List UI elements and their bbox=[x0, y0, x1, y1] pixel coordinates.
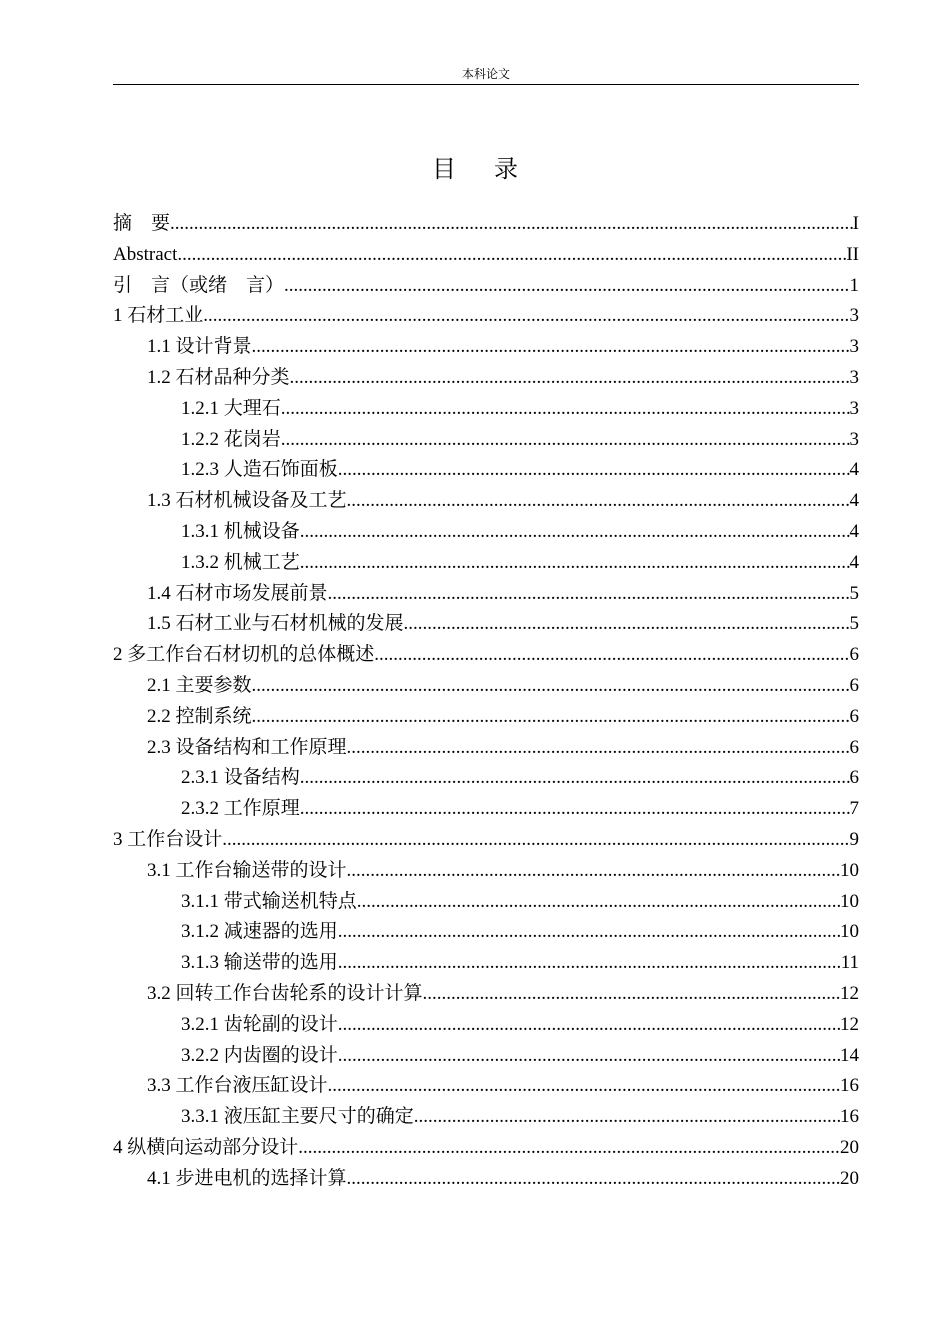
toc-entry[interactable] bbox=[113, 240, 859, 271]
toc-dot-leader bbox=[170, 209, 853, 240]
toc-entry[interactable] bbox=[113, 609, 859, 640]
table-of-contents bbox=[113, 209, 859, 1195]
toc-dot-leader bbox=[300, 763, 850, 794]
toc-dot-leader bbox=[284, 271, 849, 302]
toc-entry-label: 2.3.1 设备结构 bbox=[181, 767, 300, 789]
toc-entry-label: 2 多工作台石材切机的总体概述 bbox=[113, 644, 375, 666]
toc-entry-page-number: 6 bbox=[849, 644, 859, 666]
toc-entry-page-number: 10 bbox=[840, 890, 859, 912]
toc-entry-label: 1.3.2 机械工艺 bbox=[181, 551, 300, 573]
toc-entry-label: 2.3 设备结构和工作原理 bbox=[147, 736, 347, 758]
toc-entry-label: 3.3.1 液压缸主要尺寸的确定 bbox=[181, 1106, 414, 1128]
toc-dot-leader bbox=[300, 517, 850, 548]
toc-entry-page-number: 20 bbox=[840, 1136, 859, 1158]
toc-entry[interactable] bbox=[113, 486, 859, 517]
toc-title: 目录 bbox=[432, 155, 556, 183]
toc-entry-page-number: 3 bbox=[849, 305, 859, 327]
toc-entry[interactable] bbox=[113, 733, 859, 764]
toc-entry[interactable] bbox=[113, 1010, 859, 1041]
toc-dot-leader bbox=[338, 1041, 840, 1072]
running-title: 本科论文 bbox=[461, 67, 510, 81]
toc-dot-leader bbox=[252, 332, 850, 363]
toc-entry[interactable] bbox=[113, 301, 859, 332]
toc-entry-page-number: 7 bbox=[849, 798, 859, 820]
toc-dot-leader bbox=[281, 394, 850, 425]
toc-entry[interactable] bbox=[113, 887, 859, 918]
toc-entry-label: 引 言（或绪 言） bbox=[113, 274, 285, 296]
toc-entry-page-number: 1 bbox=[849, 274, 859, 296]
toc-entry[interactable] bbox=[113, 455, 859, 486]
toc-entry[interactable] bbox=[113, 332, 859, 363]
toc-entry-page-number: 11 bbox=[840, 952, 859, 974]
toc-dot-leader bbox=[338, 1010, 840, 1041]
toc-entry-page-number: 3 bbox=[849, 366, 859, 388]
toc-entry-page-number: 9 bbox=[849, 828, 859, 850]
toc-entry-page-number: 3 bbox=[849, 336, 859, 358]
toc-entry-label: 3.2.2 内齿圈的设计 bbox=[181, 1044, 338, 1066]
toc-dot-leader bbox=[203, 301, 849, 332]
toc-entry-label: 3.3 工作台液压缸设计 bbox=[147, 1075, 328, 1097]
toc-entry-label: 3.2 回转工作台齿轮系的设计计算 bbox=[147, 982, 423, 1004]
toc-entry-label: 1.2.3 人造石饰面板 bbox=[181, 459, 338, 481]
toc-entry-page-number: 12 bbox=[840, 1013, 859, 1035]
toc-entry-page-number: I bbox=[852, 213, 859, 234]
toc-entry[interactable] bbox=[113, 702, 859, 733]
toc-dot-leader bbox=[338, 455, 850, 486]
toc-dot-leader bbox=[328, 579, 850, 610]
toc-entry-page-number: 4 bbox=[849, 551, 859, 573]
toc-entry[interactable] bbox=[113, 640, 859, 671]
toc-entry[interactable] bbox=[113, 425, 859, 456]
toc-entry-page-number: 6 bbox=[849, 674, 859, 696]
toc-entry[interactable] bbox=[113, 794, 859, 825]
toc-dot-leader bbox=[374, 640, 849, 671]
toc-entry-label: 3.2.1 齿轮副的设计 bbox=[181, 1013, 338, 1035]
toc-entry-label: 1.3 石材机械设备及工艺 bbox=[147, 490, 347, 512]
toc-dot-leader bbox=[290, 363, 850, 394]
page-header bbox=[113, 64, 859, 85]
toc-dot-leader bbox=[347, 486, 850, 517]
toc-entry-label: 1.4 石材市场发展前景 bbox=[147, 582, 328, 604]
toc-dot-leader bbox=[357, 887, 840, 918]
toc-entry[interactable] bbox=[113, 979, 859, 1010]
toc-dot-leader bbox=[414, 1102, 840, 1133]
toc-entry[interactable] bbox=[113, 548, 859, 579]
toc-entry-label: Abstract bbox=[113, 243, 178, 265]
toc-entry-page-number: 10 bbox=[840, 859, 859, 881]
toc-entry-page-number: 3 bbox=[849, 428, 859, 450]
toc-entry-label: 1.2.1 大理石 bbox=[181, 397, 281, 419]
toc-entry-label: 4.1 步进电机的选择计算 bbox=[147, 1167, 347, 1189]
toc-entry-label: 2.1 主要参数 bbox=[147, 674, 252, 696]
toc-entry[interactable] bbox=[113, 1041, 859, 1072]
toc-dot-leader bbox=[252, 671, 850, 702]
toc-entry-page-number: 6 bbox=[849, 736, 859, 758]
toc-entry[interactable] bbox=[113, 363, 859, 394]
toc-entry[interactable] bbox=[113, 1071, 859, 1102]
toc-entry-page-number: 4 bbox=[849, 459, 859, 481]
toc-dot-leader bbox=[252, 702, 850, 733]
toc-dot-leader bbox=[300, 548, 850, 579]
toc-dot-leader bbox=[300, 794, 850, 825]
toc-entry-page-number: 10 bbox=[840, 921, 859, 943]
toc-entry-label: 1.1 设计背景 bbox=[147, 336, 252, 358]
toc-dot-leader bbox=[404, 609, 850, 640]
toc-dot-leader bbox=[328, 1071, 840, 1102]
toc-entry-page-number: 12 bbox=[840, 982, 859, 1004]
toc-dot-leader bbox=[338, 948, 841, 979]
toc-dot-leader bbox=[347, 1164, 840, 1195]
toc-entry[interactable] bbox=[113, 948, 859, 979]
toc-entry-label: 3.1 工作台输送带的设计 bbox=[147, 859, 347, 881]
toc-entry-page-number: 20 bbox=[840, 1167, 859, 1189]
toc-entry-label: 2.3.2 工作原理 bbox=[181, 798, 300, 820]
toc-entry[interactable] bbox=[113, 671, 859, 702]
toc-entry-label: 3 工作台设计 bbox=[113, 828, 223, 850]
toc-dot-leader bbox=[281, 425, 850, 456]
toc-entry-label: 1.5 石材工业与石材机械的发展 bbox=[147, 613, 404, 635]
toc-entry-label: 2.2 控制系统 bbox=[147, 705, 252, 727]
toc-entry-page-number: 16 bbox=[840, 1075, 859, 1097]
toc-entry[interactable] bbox=[113, 856, 859, 887]
toc-entry[interactable] bbox=[113, 1133, 859, 1164]
toc-entry-label: 4 纵横向运动部分设计 bbox=[113, 1136, 299, 1158]
toc-entry-label: 1.2 石材品种分类 bbox=[147, 366, 290, 388]
toc-entry-page-number: 5 bbox=[849, 582, 859, 604]
toc-dot-leader bbox=[423, 979, 840, 1010]
toc-entry-page-number: 14 bbox=[840, 1044, 859, 1066]
toc-entry-label: 1.2.2 花岗岩 bbox=[181, 428, 281, 450]
toc-entry[interactable] bbox=[113, 825, 859, 856]
toc-entry-page-number: 16 bbox=[840, 1106, 859, 1128]
toc-entry[interactable] bbox=[113, 917, 859, 948]
toc-entry-label: 1 石材工业 bbox=[113, 305, 204, 327]
toc-entry[interactable] bbox=[113, 1164, 859, 1195]
toc-entry-page-number: 4 bbox=[849, 490, 859, 512]
toc-entry[interactable] bbox=[113, 763, 859, 794]
toc-entry-page-number: 6 bbox=[849, 767, 859, 789]
toc-entry-label: 3.1.2 减速器的选用 bbox=[181, 921, 338, 943]
toc-dot-leader bbox=[347, 856, 840, 887]
toc-dot-leader bbox=[298, 1133, 840, 1164]
toc-entry[interactable] bbox=[113, 271, 859, 302]
toc-entry[interactable] bbox=[113, 1102, 859, 1133]
toc-entry-page-number: 5 bbox=[849, 613, 859, 635]
toc-dot-leader bbox=[347, 733, 850, 764]
toc-entry[interactable] bbox=[113, 579, 859, 610]
toc-entry-label: 1.3.1 机械设备 bbox=[181, 520, 300, 542]
toc-dot-leader bbox=[338, 917, 840, 948]
toc-entry-label: 3.1.1 带式输送机特点 bbox=[181, 890, 357, 912]
toc-entry[interactable] bbox=[113, 209, 859, 240]
toc-entry-label: 摘 要 bbox=[113, 213, 171, 234]
toc-entry[interactable] bbox=[113, 394, 859, 425]
toc-entry-page-number: II bbox=[846, 243, 859, 265]
toc-entry-page-number: 4 bbox=[849, 520, 859, 542]
toc-entry[interactable] bbox=[113, 517, 859, 548]
toc-dot-leader bbox=[222, 825, 849, 856]
toc-dot-leader bbox=[177, 240, 846, 271]
toc-entry-label: 3.1.3 输送带的选用 bbox=[181, 952, 338, 974]
toc-entry-page-number: 6 bbox=[849, 705, 859, 727]
toc-entry-page-number: 3 bbox=[849, 397, 859, 419]
